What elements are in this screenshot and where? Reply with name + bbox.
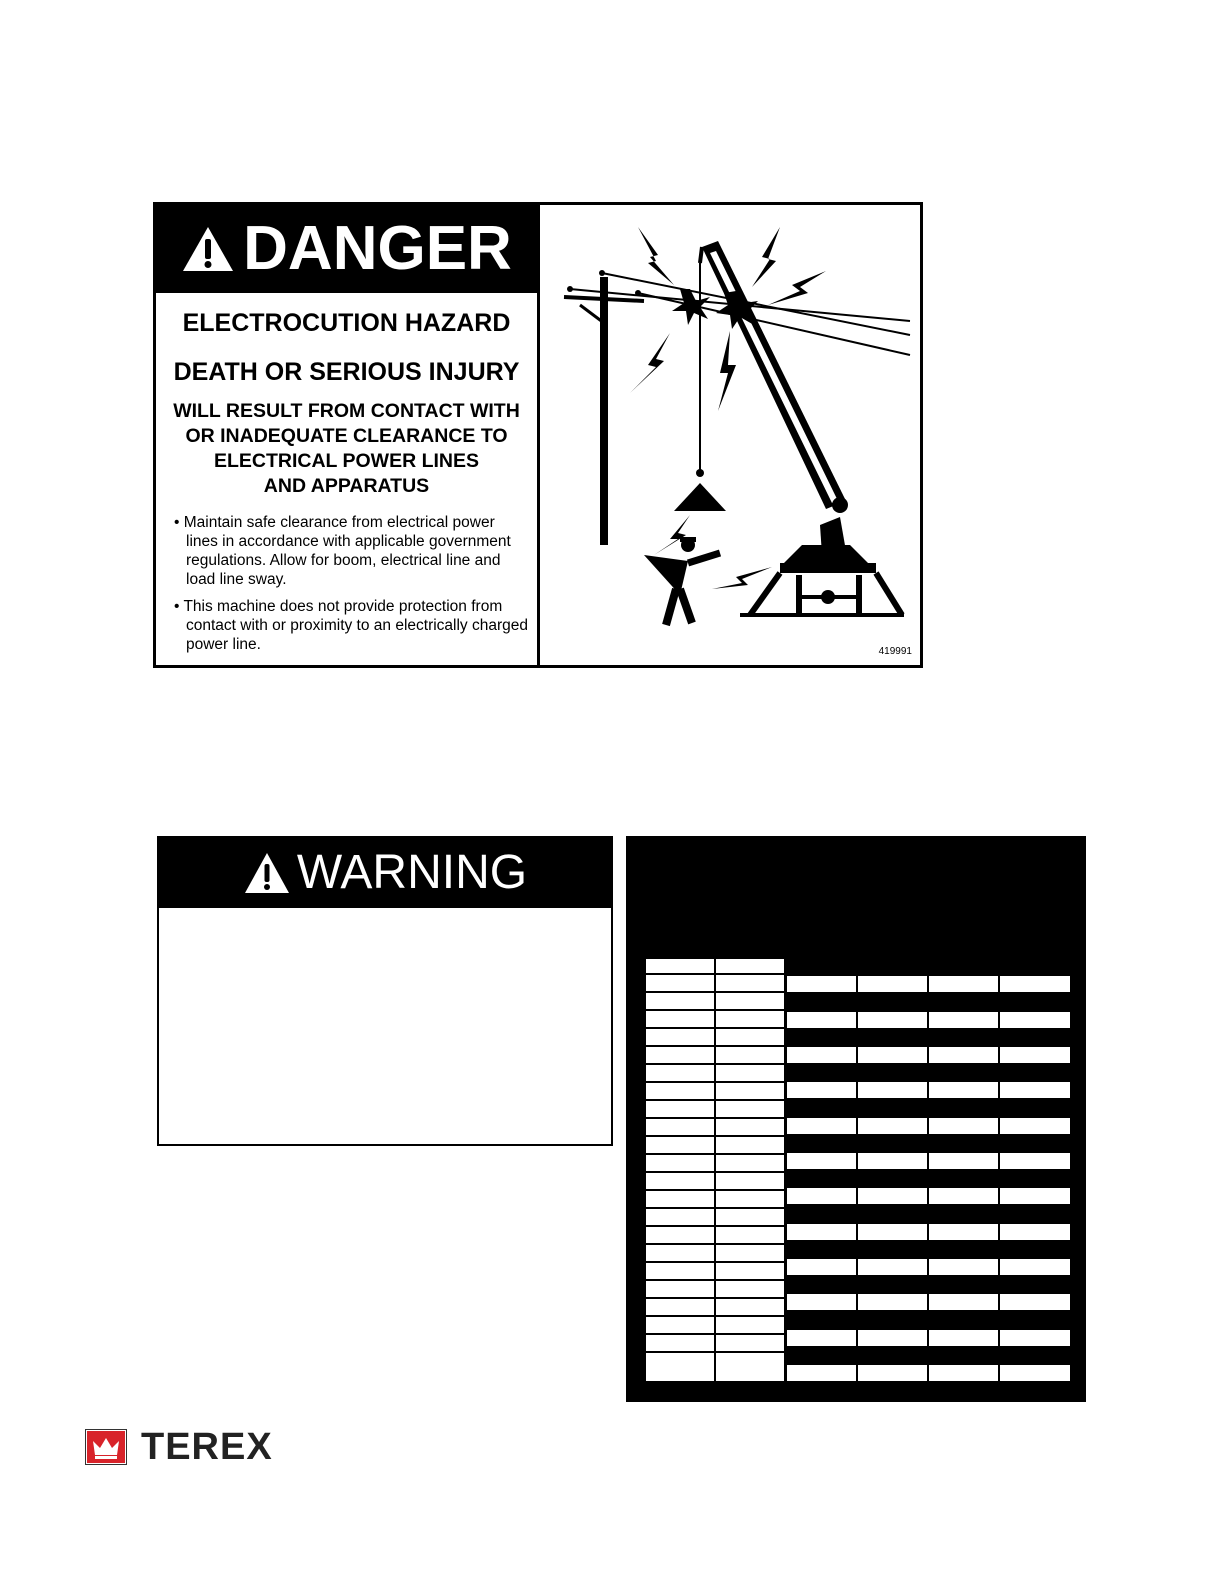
table-cell <box>716 1029 784 1045</box>
table-cell <box>716 1281 784 1297</box>
table-cell <box>716 1065 784 1081</box>
table-cell <box>858 1012 927 1028</box>
table-cell <box>858 1047 927 1063</box>
table-cell <box>1000 1012 1070 1028</box>
table-cell <box>929 976 998 992</box>
table-cell <box>1000 1224 1070 1240</box>
table-cell <box>787 1224 856 1240</box>
table-cell <box>646 1245 714 1261</box>
table-cell <box>646 1011 714 1027</box>
table-cell <box>858 1118 927 1134</box>
warning-decal <box>157 836 613 1146</box>
table-cell <box>1000 1047 1070 1063</box>
table-cell <box>646 1137 714 1153</box>
table-cell <box>787 1188 856 1204</box>
warning-body <box>159 908 611 1144</box>
table-cell <box>716 1365 784 1381</box>
pictogram-panel <box>540 205 920 665</box>
table-cell <box>1000 1153 1070 1169</box>
table-cell <box>858 1330 927 1346</box>
table-cell <box>646 1365 714 1381</box>
table-cell <box>929 1224 998 1240</box>
hazard-title: ELECTROCUTION HAZARD <box>182 309 511 337</box>
table-cell <box>929 1082 998 1098</box>
danger-signal-word: DANGER <box>243 214 512 283</box>
table-cell <box>1000 1259 1070 1275</box>
table-cell <box>929 1294 998 1310</box>
table-cell <box>787 1365 856 1381</box>
table-cell <box>1000 1118 1070 1134</box>
table-cell <box>716 1119 784 1135</box>
danger-decal <box>153 202 923 668</box>
table-cell <box>646 1335 714 1351</box>
terex-logo <box>85 1428 273 1466</box>
table-cell <box>646 1227 714 1243</box>
table-cell <box>1000 1365 1070 1381</box>
table-cell <box>929 1365 998 1381</box>
consequence-title: DEATH OR SERIOUS INJURY <box>173 358 520 386</box>
table-cell <box>646 1155 714 1171</box>
table-cell <box>787 976 856 992</box>
result-line: OR INADEQUATE CLEARANCE TO <box>185 425 508 447</box>
safety-alert-icon <box>181 225 235 273</box>
table-cell <box>716 1101 784 1117</box>
table-cell <box>858 1294 927 1310</box>
table-cell <box>716 993 784 1009</box>
part-number: 419991 <box>878 646 912 657</box>
table-cell <box>787 1259 856 1275</box>
table-cell <box>929 1153 998 1169</box>
table-cell <box>1000 1294 1070 1310</box>
safety-alert-icon <box>243 851 291 895</box>
table-cell <box>929 1118 998 1134</box>
table-cell <box>787 1330 856 1346</box>
table-cell <box>858 1365 927 1381</box>
table-cell <box>646 959 714 973</box>
table-cell <box>716 1263 784 1279</box>
table-cell <box>646 1317 714 1333</box>
table-cell <box>929 1330 998 1346</box>
logo-text: TEREX <box>141 1426 273 1468</box>
result-line: AND APPARATUS <box>263 475 430 497</box>
instruction-bullet: • Maintain safe clearance from electrical power lines in accordance with applicable government regulations. Allow for boom, electrical line and load line sway. <box>174 514 511 588</box>
result-line: WILL RESULT FROM CONTACT WITH <box>173 400 520 422</box>
instruction-bullet: • This machine does not provide protection from contact with or proximity to an electrically charged power line. <box>174 598 529 653</box>
table-cell <box>646 1209 714 1225</box>
table-cell <box>716 959 784 973</box>
table-cell <box>646 993 714 1009</box>
table-cell <box>716 1155 784 1171</box>
table-cell <box>716 1083 784 1099</box>
table-cell <box>646 1101 714 1117</box>
table-cell <box>858 1259 927 1275</box>
table-cell <box>858 976 927 992</box>
table-cell <box>716 1137 784 1153</box>
warning-header <box>159 838 611 908</box>
table-cell <box>716 1191 784 1207</box>
table-cell <box>858 1188 927 1204</box>
table-cell <box>787 1012 856 1028</box>
table-cell <box>787 1082 856 1098</box>
table-cell <box>646 1191 714 1207</box>
danger-text-panel <box>156 205 540 665</box>
table-cell <box>858 1153 927 1169</box>
table-cell <box>646 1029 714 1045</box>
table-cell <box>929 1259 998 1275</box>
table-cell <box>646 1173 714 1189</box>
table-cell <box>787 1118 856 1134</box>
table-cell <box>716 1317 784 1333</box>
table-cell <box>1000 1082 1070 1098</box>
crane-power-line-electrocution-icon <box>540 205 920 665</box>
table-cell <box>646 1263 714 1279</box>
table-cell <box>1000 1188 1070 1204</box>
table-cell <box>1000 1330 1070 1346</box>
table-cell <box>716 1047 784 1063</box>
table-cell <box>787 1047 856 1063</box>
table-cell <box>716 1011 784 1027</box>
table-cell <box>716 1209 784 1225</box>
table-cell <box>646 1119 714 1135</box>
table-cell <box>646 1083 714 1099</box>
table-cell <box>858 1082 927 1098</box>
terex-crown-icon <box>87 1431 125 1463</box>
table-cell <box>716 1245 784 1261</box>
table-cell <box>929 1047 998 1063</box>
warning-signal-word: WARNING <box>296 846 528 899</box>
table-cell <box>929 1012 998 1028</box>
table-cell <box>646 1047 714 1063</box>
table-cell <box>646 1065 714 1081</box>
table-cell <box>1000 976 1070 992</box>
table-cell <box>787 1153 856 1169</box>
table-cell <box>716 1173 784 1189</box>
table-cell <box>646 1281 714 1297</box>
logo-mark <box>85 1429 127 1465</box>
load-chart-decal <box>626 836 1086 1402</box>
danger-header <box>156 205 537 293</box>
table-cell <box>716 1299 784 1315</box>
table-cell <box>787 1294 856 1310</box>
table-cell <box>929 1188 998 1204</box>
table-cell <box>716 1335 784 1351</box>
table-cell <box>858 1224 927 1240</box>
table-cell <box>646 1299 714 1315</box>
table-cell <box>716 975 784 991</box>
result-line: ELECTRICAL POWER LINES <box>213 450 480 472</box>
table-cell <box>716 1227 784 1243</box>
table-cell <box>646 975 714 991</box>
